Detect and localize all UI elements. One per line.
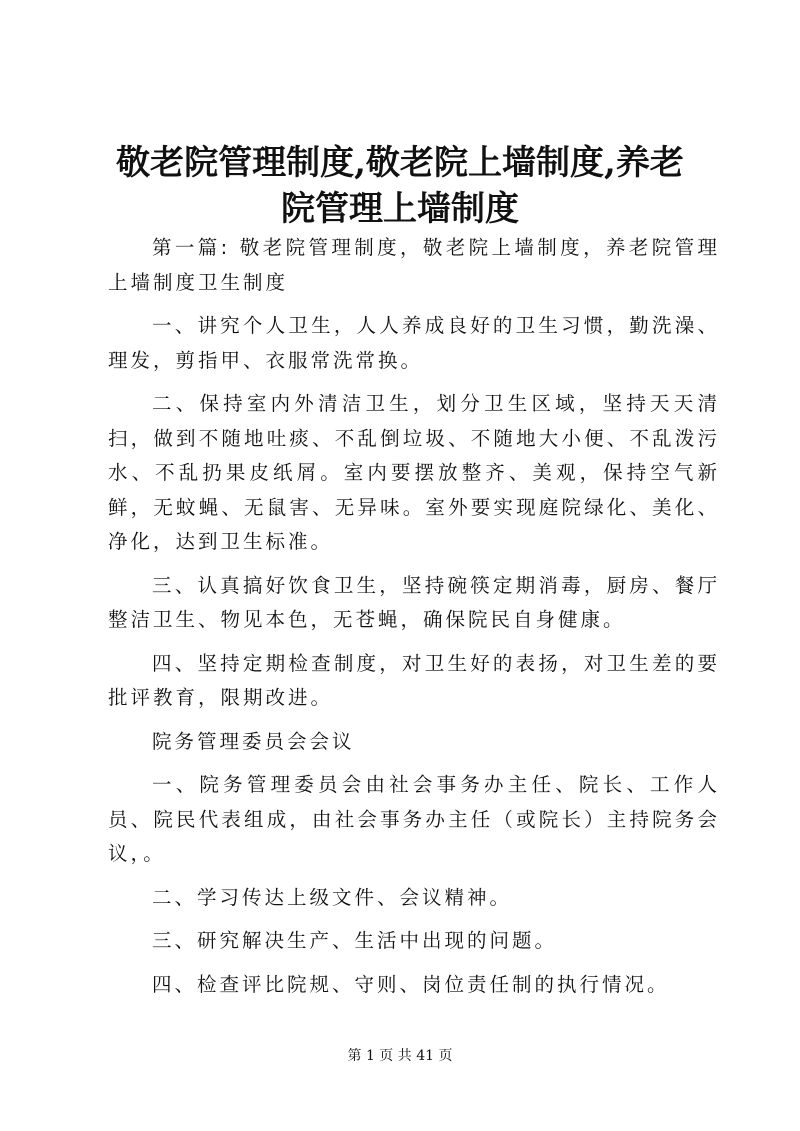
document-body xyxy=(108,231,720,1011)
page-footer: 第 1 页 共 41 页 xyxy=(347,1048,453,1064)
document-title: 敬老院管理制度,敬老院上墙制度,养老院管理上墙制度 xyxy=(116,143,684,229)
paragraph-2: 一、讲究个人卫生，人人养成良好的卫生习惯，勤洗澡、理发，剪指甲、衣服常洗常换。 xyxy=(108,314,720,372)
section-heading: 院务管理委员会会议 xyxy=(152,729,355,753)
paragraph-10: 四、检查评比院规、守则、岗位责任制的执行情况。 xyxy=(152,972,670,996)
paragraph-8: 二、学习传达上级文件、会议精神。 xyxy=(152,885,513,909)
paragraph-5: 四、坚持定期检查制度，对卫生好的表扬，对卫生差的要批评教育，限期改进。 xyxy=(108,651,720,709)
paragraph-4: 三、认真搞好饮食卫生，坚持碗筷定期消毒，厨房、餐厅整洁卫生、物见本色，无苍蝇，确保院民自身健康。 xyxy=(108,573,720,631)
paragraph-9: 三、研究解决生产、生活中出现的问题。 xyxy=(152,929,558,952)
paragraph-1: 第一篇: 敬老院管理制度，敬老院上墙制度，养老院管理上墙制度卫生制度 xyxy=(108,236,720,294)
paragraph-3: 二、保持室内外清洁卫生，划分卫生区域，坚持天天清扫，做到不随地吐痰、不乱倒垃圾、不随地大小便、不乱泼污水、不乱扔果皮纸屑。室内要摆放整齐、美观，保持空气新鲜，无蚊蝇、无鼠害、无异味。室外要实现庭院绿化、美化、净化，达到卫生标准。 xyxy=(108,392,720,553)
paragraph-7: 一、院务管理委员会由社会事务办主任、院长、工作人员、院民代表组成，由社会事务办主任（或院长）主持院务会议，。 xyxy=(108,773,720,865)
